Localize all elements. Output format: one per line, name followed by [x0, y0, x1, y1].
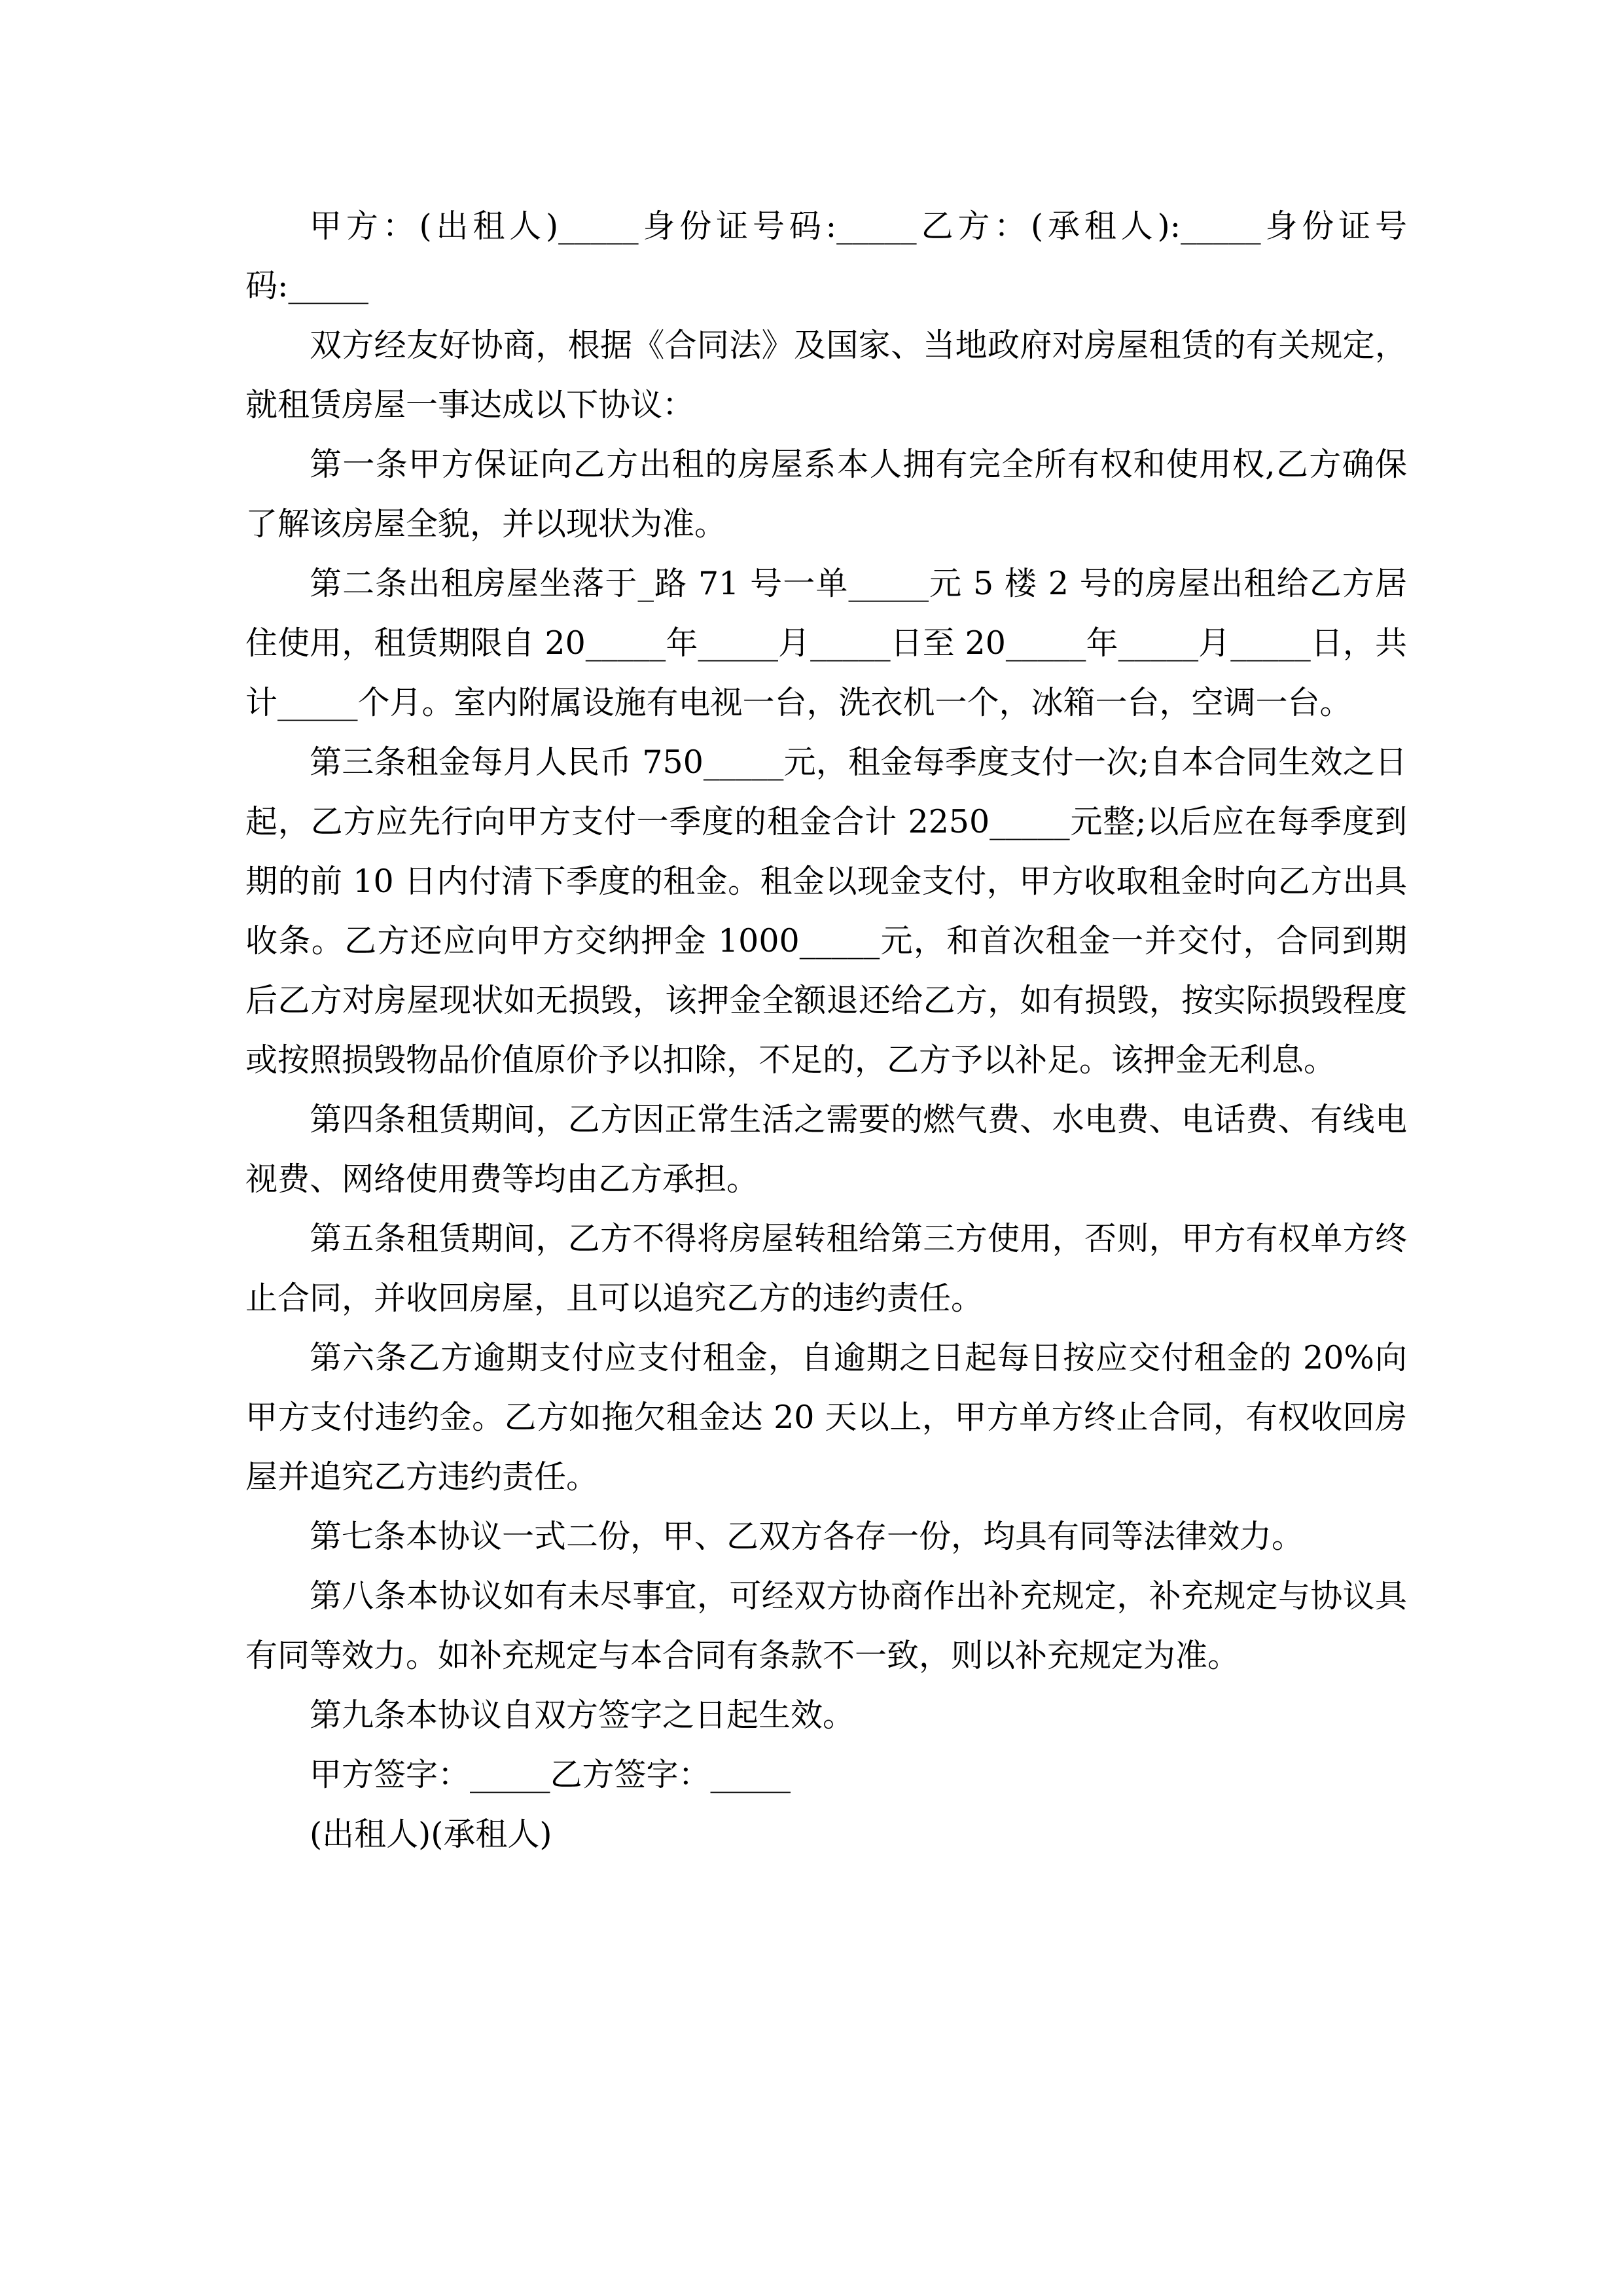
article-4-paragraph: 第四条租赁期间，乙方因正常生活之需要的燃气费、水电费、电话费、有线电视费、网络使用费等均由乙方承担。	[245, 1101, 1407, 1198]
article-9-paragraph: 第九条本协议自双方签字之日起生效。	[310, 1696, 855, 1734]
article-5-paragraph: 第五条租赁期间，乙方不得将房屋转租给第三方使用，否则，甲方有权单方终止合同，并收回房屋，且可以追究乙方的违约责任。	[245, 1220, 1407, 1317]
signature-roles: (出租人)(承租人)	[310, 1816, 552, 1853]
party-info-paragraph: 甲方：(出租人)_____身份证号码:_____乙方：(承租人):_____身份证号码:_____	[245, 207, 1407, 304]
article-7-paragraph: 第七条本协议一式二份，甲、乙双方各存一份，均具有同等法律效力。	[310, 1518, 1304, 1555]
document-body	[245, 196, 1407, 1864]
article-6-paragraph: 第六条乙方逾期支付应支付租金，自逾期之日起每日按应交付租金的 20%向甲方支付违约金。乙方如拖欠租金达 20 天以上，甲方单方终止合同，有权收回房屋并追究乙方违约责任。	[245, 1339, 1407, 1496]
article-2-paragraph: 第二条出租房屋坐落于_路 71 号一单_____元 5 楼 2 号的房屋出租给乙方居住使用，租赁期限自 20_____年_____月_____日至 20_____年_____月_____日，共计_____个月。室内附属设施有电视一台，洗衣机一个，冰箱一台，空调一台。	[245, 565, 1407, 721]
article-3-paragraph: 第三条租金每月人民币 750_____元，租金每季度支付一次;自本合同生效之日起，乙方应先行向甲方支付一季度的租金合计 2250_____元整;以后应在每季度到期的前 10 日内付清下季度的租金。租金以现金支付，甲方收取租金时向乙方出具收条。乙方还应向甲方交纳押金 1000_____元，和首次租金一并交付，合同到期后乙方对房屋现状如无损毁，该押金全额退还给乙方，如有损毁，按实际损毁程度或按照损毁物品价值原价予以扣除，不足的，乙方予以补足。该押金无利息。	[245, 744, 1407, 1079]
article-8-paragraph: 第八条本协议如有未尽事宜，可经双方协商作出补充规定，补充规定与协议具有同等效力。如补充规定与本合同有条款不一致，则以补充规定为准。	[245, 1577, 1407, 1674]
preamble-paragraph: 双方经友好协商，根据《合同法》及国家、当地政府对房屋租赁的有关规定，就租赁房屋一事达成以下协议：	[245, 327, 1407, 423]
article-1-paragraph: 第一条甲方保证向乙方出租的房屋系本人拥有完全所有权和使用权,乙方确保了解该房屋全貌，并以现状为准。	[245, 446, 1407, 543]
signature-line: 甲方签字：_____乙方签字：_____	[310, 1756, 791, 1793]
